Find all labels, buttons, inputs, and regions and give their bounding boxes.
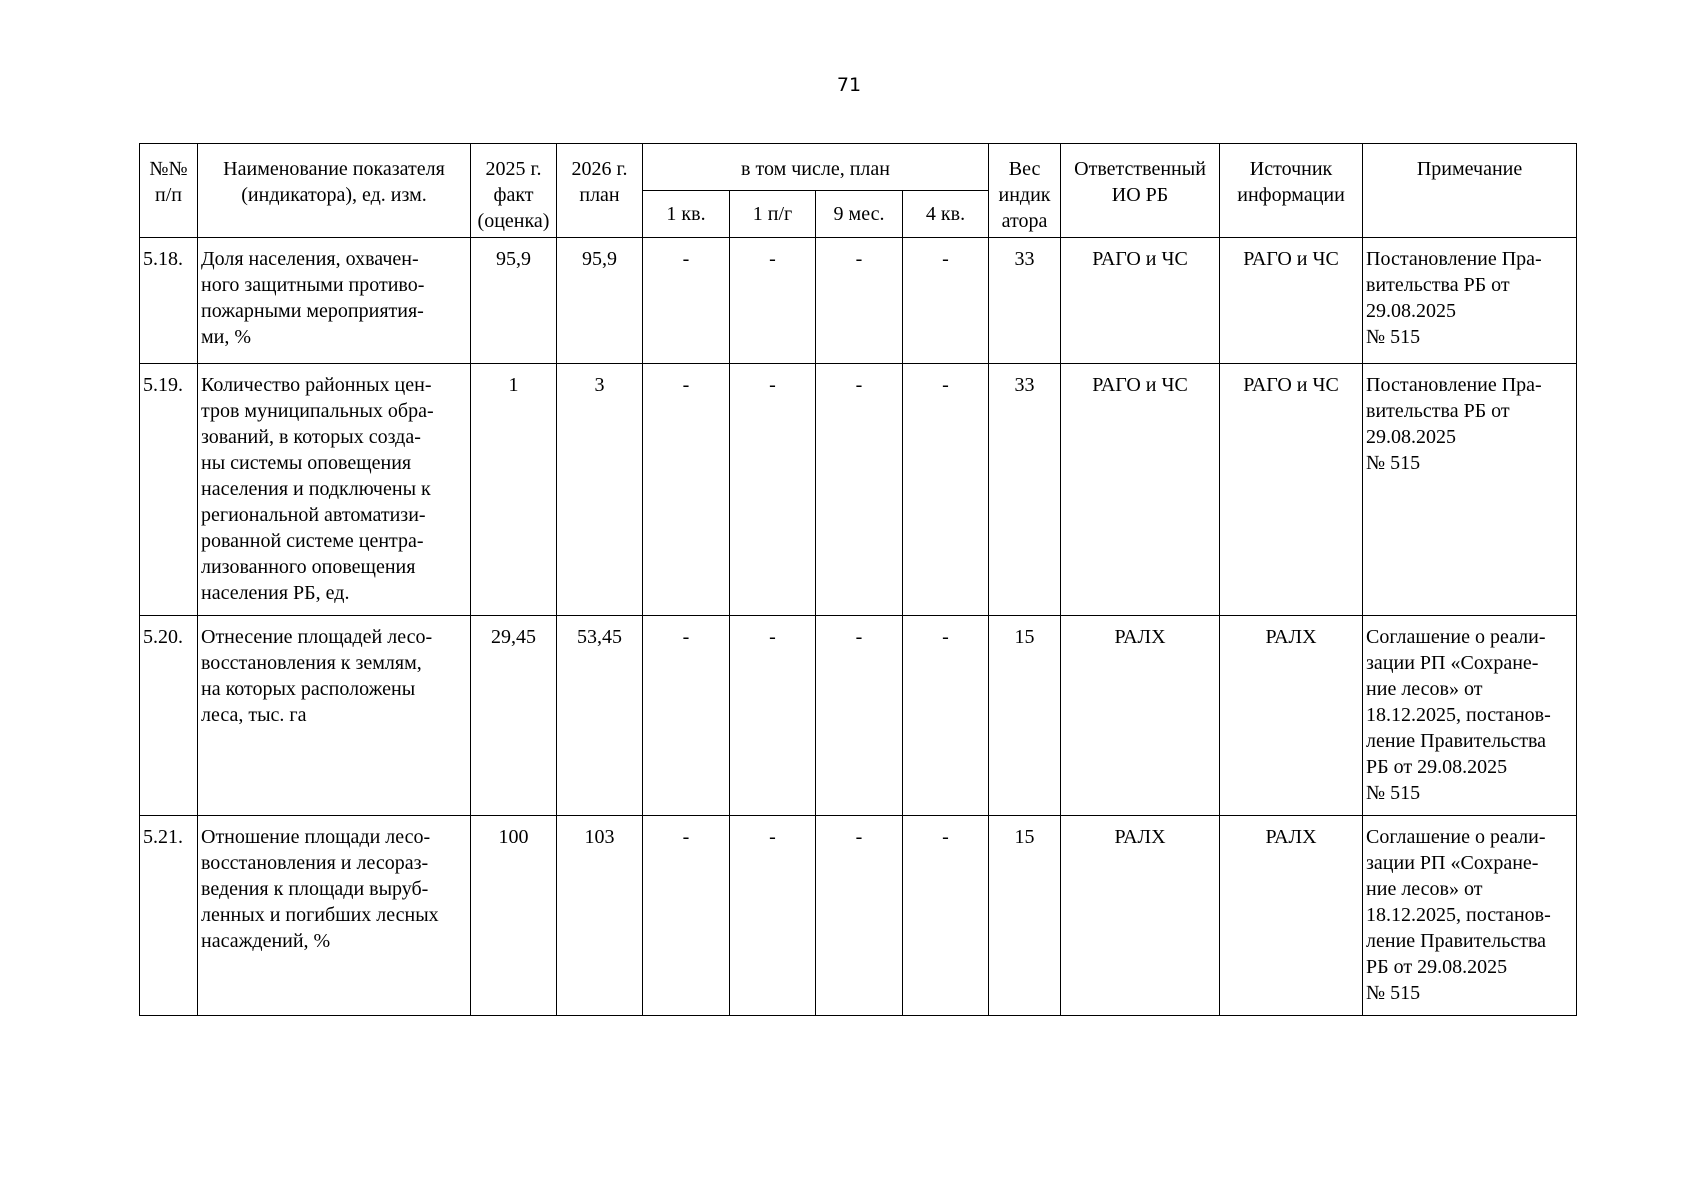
- header-plan-2026: 2026 г. план: [557, 144, 643, 238]
- row-9m: -: [816, 364, 903, 616]
- row-fact-2025: 1: [471, 364, 557, 616]
- row-fact-2025: 100: [471, 816, 557, 1016]
- row-source: РАЛХ: [1220, 616, 1363, 816]
- row-responsible: РАГО и ЧС: [1061, 364, 1220, 616]
- row-source: РАГО и ЧС: [1220, 238, 1363, 364]
- row-weight: 33: [989, 364, 1061, 616]
- row-num: 5.18.: [140, 238, 198, 364]
- row-source: РАЛХ: [1220, 816, 1363, 1016]
- header-fact-2025: 2025 г. факт (оценка): [471, 144, 557, 238]
- row-h1: -: [730, 816, 816, 1016]
- table-row: [140, 364, 1577, 616]
- table-row: [140, 238, 1577, 364]
- row-9m: -: [816, 816, 903, 1016]
- row-9m: -: [816, 616, 903, 816]
- row-q1: -: [643, 616, 730, 816]
- header-weight: Вес индик атора: [989, 144, 1061, 238]
- row-q1: -: [643, 238, 730, 364]
- row-note: Соглашение о реали- зации РП «Сохране- ние лесов» от 18.12.2025, постанов- ление Правительства РБ от 29.08.2025 № 515: [1363, 816, 1577, 1016]
- row-q4: -: [903, 364, 989, 616]
- row-indicator-name: Отнесение площадей лесо- восстановления к землям, на которых расположены леса, тыс. га: [198, 616, 471, 816]
- header-9m: 9 мес.: [816, 191, 903, 238]
- page-number: 71: [836, 74, 862, 96]
- row-q4: -: [903, 238, 989, 364]
- header-row-main: [140, 144, 1577, 191]
- row-responsible: РАЛХ: [1061, 816, 1220, 1016]
- row-indicator-name: Количество районных цен- тров муниципальных обра- зований, в которых созда- ны системы оповещения населения и подключены к региональной автоматизи- рованной системе центра- лизованного оповещения населения РБ, ед.: [198, 364, 471, 616]
- header-note: Примечание: [1363, 144, 1577, 238]
- row-note: Постановление Пра- вительства РБ от 29.08.2025 № 515: [1363, 238, 1577, 364]
- table-header: [140, 144, 1577, 238]
- row-h1: -: [730, 364, 816, 616]
- header-num: №№ п/п: [140, 144, 198, 238]
- row-fact-2025: 29,45: [471, 616, 557, 816]
- row-source: РАГО и ЧС: [1220, 364, 1363, 616]
- row-weight: 33: [989, 238, 1061, 364]
- row-fact-2025: 95,9: [471, 238, 557, 364]
- row-plan-2026: 95,9: [557, 238, 643, 364]
- row-h1: -: [730, 616, 816, 816]
- row-plan-2026: 3: [557, 364, 643, 616]
- row-q4: -: [903, 816, 989, 1016]
- row-num: 5.19.: [140, 364, 198, 616]
- row-num: 5.20.: [140, 616, 198, 816]
- row-9m: -: [816, 238, 903, 364]
- row-plan-2026: 53,45: [557, 616, 643, 816]
- header-name: Наименование показателя (индикатора), ед. изм.: [198, 144, 471, 238]
- header-responsible: Ответственный ИО РБ: [1061, 144, 1220, 238]
- table-row: [140, 816, 1577, 1016]
- row-indicator-name: Доля населения, охвачен- ного защитными противо- пожарными мероприятия- ми, %: [198, 238, 471, 364]
- row-note: Соглашение о реали- зации РП «Сохране- ние лесов» от 18.12.2025, постанов- ление Правительства РБ от 29.08.2025 № 515: [1363, 616, 1577, 816]
- header-source: Источник информации: [1220, 144, 1363, 238]
- header-q1: 1 кв.: [643, 191, 730, 238]
- header-q4: 4 кв.: [903, 191, 989, 238]
- row-q1: -: [643, 816, 730, 1016]
- row-q4: -: [903, 616, 989, 816]
- row-weight: 15: [989, 616, 1061, 816]
- row-responsible: РАЛХ: [1061, 616, 1220, 816]
- row-h1: -: [730, 238, 816, 364]
- indicators-table: [139, 143, 1577, 1016]
- row-note: Постановление Пра- вительства РБ от 29.08.2025 № 515: [1363, 364, 1577, 616]
- row-q1: -: [643, 364, 730, 616]
- header-incl-plan: в том числе, план: [643, 144, 989, 191]
- header-h1: 1 п/г: [730, 191, 816, 238]
- row-indicator-name: Отношение площади лесо- восстановления и лесораз- ведения к площади выруб- ленных и погибших лесных насаждений, %: [198, 816, 471, 1016]
- row-responsible: РАГО и ЧС: [1061, 238, 1220, 364]
- row-weight: 15: [989, 816, 1061, 1016]
- table-body: [140, 238, 1577, 1016]
- row-num: 5.21.: [140, 816, 198, 1016]
- table-row: [140, 616, 1577, 816]
- row-plan-2026: 103: [557, 816, 643, 1016]
